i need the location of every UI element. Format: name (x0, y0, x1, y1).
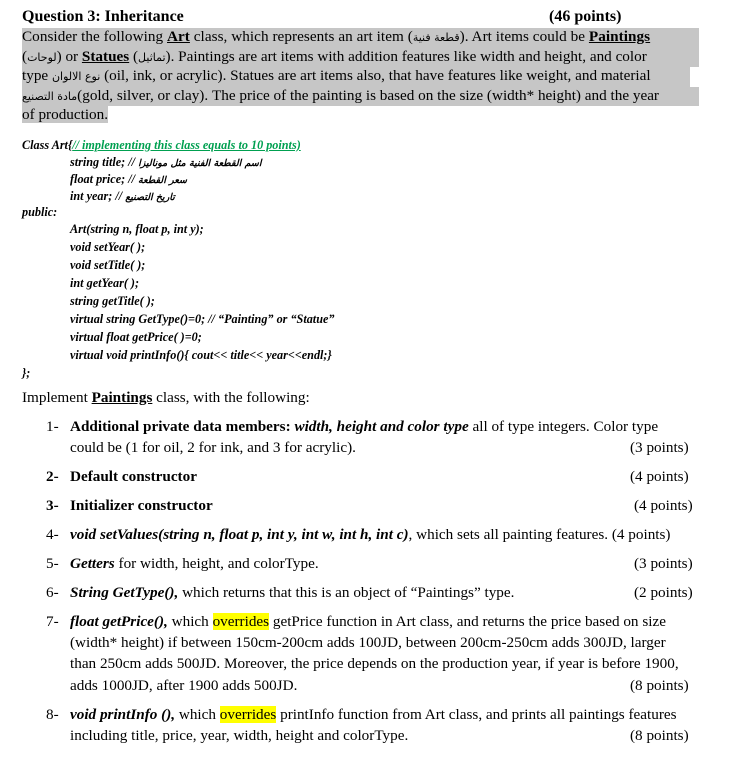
intro-line-2: (لوحات) or Statues (تماثيل). Paintings are art items with addition features like width and height, and color (22, 48, 704, 68)
overrides-highlight: overrides (212, 613, 270, 630)
points-label: (2 points) (634, 584, 693, 601)
class-points-comment: // implementing this class equals to 10 points) (72, 138, 301, 152)
intro-line-3: type نوع الالوان (oil, ink, or acrylic). Statues are art items also, that have features like weight, and material (22, 67, 704, 87)
method-setyear: void setYear( ); (70, 240, 146, 254)
method-printinfo: virtual void printInfo(){ cout<< title<< year<<endl;} (70, 348, 332, 362)
art-class-name: Art (167, 28, 190, 45)
statues-term: Statues (81, 47, 130, 65)
intro-line-1: Consider the following Art class, which represents an art item (قطعة فنية). Art items could be Paintings (22, 28, 699, 48)
points-label: (8 points) (630, 727, 689, 744)
method-settitle: void setTitle( ); (70, 258, 146, 272)
arabic-art-item: قطعة فنية (412, 31, 460, 44)
intro-line-5: of production. (22, 106, 109, 124)
question-total-points: (46 points) (549, 8, 622, 25)
arabic-material: مادة التصنيع (22, 89, 78, 103)
intro-line-4: مادة التصنيع(gold, silver, or clay). The price of the painting is based on the size (width* height) and the year (22, 87, 704, 107)
class-declaration: Class Art{// implementing this class equals to 10 points) (22, 138, 301, 152)
task-intro: Implement Paintings class, with the following: (22, 389, 310, 406)
member-price: float price; // سعر القطعة (70, 172, 187, 186)
method-gettype: virtual string GetType()=0; // “Painting” or “Statue” (70, 312, 335, 326)
method-getprice: virtual float getPrice( )=0; (70, 330, 202, 344)
intro-paragraph (22, 28, 704, 125)
method-constructor: Art(string n, float p, int y); (70, 222, 204, 236)
arabic-paintings: لوحات (27, 50, 57, 64)
paintings-term: Paintings (588, 28, 651, 45)
class-end: }; (22, 366, 31, 380)
question-title: Question 3: Inheritance (22, 8, 184, 25)
points-label: (4 points) (630, 468, 689, 485)
points-label: (8 points) (630, 677, 689, 694)
points-label: (3 points) (634, 555, 693, 572)
method-gettitle: string getTitle( ); (70, 294, 155, 308)
public-label: public: (22, 205, 58, 219)
overrides-highlight: overrides (219, 706, 277, 723)
arabic-statues: تماثيل (138, 50, 166, 64)
arabic-color-type: نوع الالوان (51, 70, 101, 84)
points-label: (4 points) (634, 497, 693, 514)
member-year: int year; // تاريخ التصنيع (70, 189, 175, 203)
points-label: (3 points) (630, 439, 689, 456)
method-getyear: int getYear( ); (70, 276, 140, 290)
paintings-class-name: Paintings (91, 389, 153, 406)
member-title: string title; // اسم القطعة الفنية مثل موناليزا (70, 155, 262, 169)
